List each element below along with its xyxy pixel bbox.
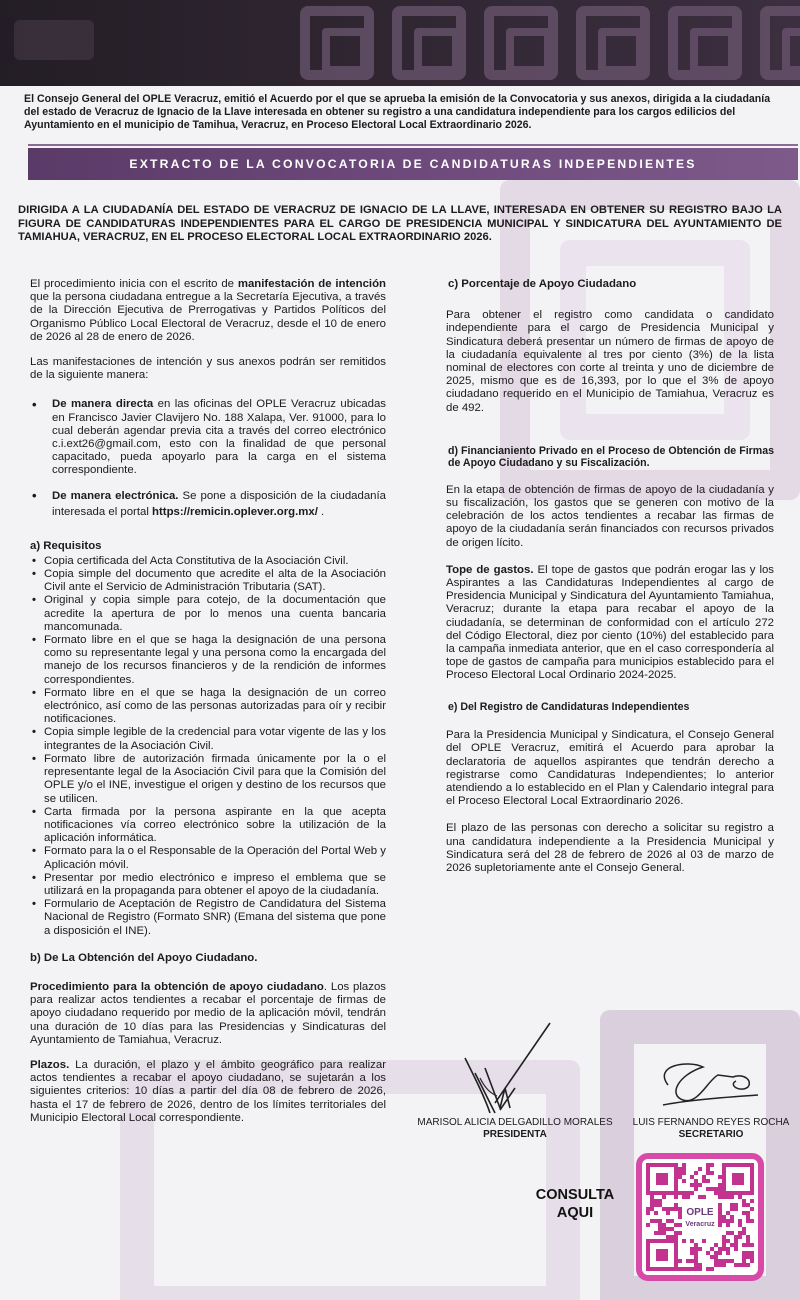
qr-module: [734, 1247, 738, 1251]
qr-module: [694, 1187, 698, 1191]
signature-presidenta: [455, 1018, 565, 1118]
qr-module: [714, 1251, 718, 1255]
qr-module: [730, 1259, 734, 1263]
qr-module: [698, 1195, 702, 1199]
qr-module: [690, 1175, 694, 1179]
requisito-item: • Original y copia simple para cotejo, de la documentación que acredite la apertura de por lo menos una cuenta bancaria mancomunada.: [30, 594, 386, 634]
qr-module: [718, 1187, 722, 1191]
qr-module: [722, 1235, 726, 1239]
qr-module: [662, 1231, 666, 1235]
qr-module: [674, 1195, 678, 1199]
qr-module: [746, 1219, 750, 1223]
qr-module: [686, 1195, 690, 1199]
requisito-item: • Formato para la o el Responsable de la Operación del Portal Web y Aplicación móvil.: [30, 845, 386, 871]
plazo-registro-text: El plazo de las personas con derecho a solicitar su registro a una candidatura independiente a la Presidencia Municipal y Sindicatura será del 28 de febrero de 2026 al 03 de marzo de 2026 supletoriamente ante el Consejo General.: [446, 822, 774, 874]
qr-module: [730, 1207, 734, 1211]
secretario-name: LUIS FERNANDO REYES ROCHA: [632, 1117, 790, 1128]
qr-module: [746, 1211, 750, 1215]
qr-module: [666, 1227, 670, 1231]
remit-paragraph: Las manifestaciones de intención y sus anexos podrán ser remitidos de la siguiente manera:: [30, 356, 386, 382]
qr-module: [718, 1251, 722, 1255]
qr-module: [690, 1251, 694, 1255]
qr-module: [654, 1211, 658, 1215]
qr-module: [690, 1239, 694, 1243]
qr-module: [666, 1207, 670, 1211]
qr-module: [694, 1179, 698, 1183]
qr-module: [646, 1211, 650, 1215]
qr-module: [698, 1247, 702, 1251]
qr-module: [654, 1199, 658, 1203]
qr-logo-text: OPLE: [686, 1207, 714, 1218]
qr-module: [726, 1231, 730, 1235]
document-subtitle: DIRIGIDA A LA CIUDADANÍA DEL ESTADO DE VERACRUZ DE IGNACIO DE LA LLAVE, INTERESADA EN OBTENER SU REGISTRO BAJO LA FIGURA DE CANDIDATURAS INDEPENDIENTES PARA EL CARGO DE PRESIDENCIA MUNICIPAL Y SINDICATURA DEL AYUNTAMIENTO DE TAMIAHUA, VERACRUZ, EN EL PROCESO ELECTORAL LOCAL EXTRAORDINARIO 2026.: [18, 204, 782, 243]
qr-module: [670, 1235, 674, 1239]
method-electronic: [30, 488, 386, 520]
portal-link[interactable]: https://remicin.oplever.org.mx/: [152, 505, 318, 518]
qr-module: [742, 1259, 746, 1263]
right-column: [446, 278, 774, 887]
consulta-line-2: AQUI: [556, 1205, 594, 1221]
qr-module: [750, 1219, 754, 1223]
qr-module: [718, 1247, 722, 1251]
qr-module: [730, 1195, 734, 1199]
qr-module: [746, 1235, 750, 1239]
tope-title: Tope de gastos.: [446, 563, 534, 576]
qr-module: [738, 1263, 742, 1267]
pattern-glyph: [484, 6, 558, 80]
qr-module: [690, 1259, 694, 1263]
qr-module: [674, 1207, 678, 1211]
qr-module: [662, 1195, 666, 1199]
requisitos-list: [30, 555, 386, 938]
secretario-role: SECRETARIO: [678, 1129, 744, 1140]
qr-module: [734, 1235, 738, 1239]
qr-module: [718, 1211, 722, 1215]
top-brush-decoration: [14, 20, 94, 60]
qr-module: [734, 1263, 738, 1267]
qr-module: [694, 1251, 698, 1255]
qr-module: [658, 1219, 662, 1223]
presidenta-name: MARISOL ALICIA DELGADILLO MORALES: [417, 1117, 613, 1128]
qr-module: [746, 1203, 750, 1207]
qr-module: [742, 1199, 746, 1203]
qr-module: [698, 1263, 702, 1267]
qr-module: [718, 1203, 722, 1207]
qr-module: [734, 1243, 738, 1247]
qr-module: [646, 1223, 650, 1227]
qr-module: [722, 1195, 726, 1199]
apoyo-procedure-text: . Los plazos para realizar actos tendientes a recabar el porcentaje de firmas de apoyo ciudadano requerido por medio de la aplicación móvil, tendrán una duración de 10 días para las Presidencias y Sindicaturas del Ayuntamiento de Tamiahua, Veracruz.: [30, 980, 386, 1046]
qr-module: [678, 1175, 682, 1179]
qr-module: [742, 1203, 746, 1207]
plazos-text: La duración, el plazo y el ámbito geográfico para realizar actos tendientes a recabar el apoyo ciudadano, se sujetarán a los siguientes criterios: 10 días a partir del día 08 de febrero de 2026, hasta el 17 de febrero de 2026, dentro de los límites territoriales del Municipio Electoral Local correspondiente.: [30, 1058, 386, 1124]
qr-module: [658, 1203, 662, 1207]
signature-secretario-block: [622, 1117, 800, 1141]
pattern-glyph: [392, 6, 466, 80]
requisito-item: • Formato libre de autorización firmada únicamente por la o el representante legal de la Asociación Civil para que la Comisión del OPLE y/o el INE, investigue el origen y destino de los recursos que se utilicen.: [30, 753, 386, 806]
qr-module: [746, 1239, 750, 1243]
qr-module: [750, 1251, 754, 1255]
qr-module: [662, 1223, 666, 1227]
qr-module: [670, 1227, 674, 1231]
method-direct: [30, 398, 386, 477]
qr-module: [734, 1207, 738, 1211]
qr-module: [730, 1219, 734, 1223]
method-electronic-title: De manera electrónica.: [52, 489, 179, 502]
method-electronic-text: Se pone a disposición de la ciudadanía interesada el portal: [52, 489, 386, 518]
qr-module: [742, 1251, 746, 1255]
qr-module: [722, 1219, 726, 1223]
qr-module: [742, 1231, 746, 1235]
signature-secretario: [648, 1055, 768, 1115]
qr-module: [738, 1231, 742, 1235]
qr-module: [678, 1259, 682, 1263]
qr-module: [738, 1195, 742, 1199]
financiamiento-text: En la etapa de obtención de firmas de apoyo de la ciudadanía y su fiscalización, los gastos que se generen con motivo de la celebración de los actos tendientes a recabar las firmas de apoyo de la ciudadanía serán financiados con recursos privados de origen lícito.: [446, 483, 774, 549]
qr-module: [718, 1215, 722, 1219]
qr-module: [650, 1219, 654, 1223]
qr-module: [678, 1211, 682, 1215]
qr-module: [718, 1207, 722, 1211]
qr-module: [658, 1231, 662, 1235]
qr-module: [650, 1195, 654, 1199]
requisito-item: • Copia certificada del Acta Constitutiva de la Asociación Civil.: [30, 555, 386, 568]
method-direct-title: De manera directa: [52, 398, 154, 411]
qr-module: [722, 1259, 726, 1263]
qr-module: [726, 1211, 730, 1215]
qr-module: [750, 1243, 754, 1247]
qr-module: [722, 1247, 726, 1251]
qr-module: [726, 1259, 730, 1263]
qr-module: [650, 1207, 654, 1211]
left-column: [30, 278, 386, 1137]
qr-module: [738, 1223, 742, 1227]
qr-module: [698, 1167, 702, 1171]
section-banner: [28, 148, 798, 180]
qr-module: [674, 1231, 678, 1235]
financiamiento-heading: d) Financianiento Privado en el Proceso de Obtención de Firmas de Apoyo Ciudadano y su Fiscalización.: [448, 444, 774, 470]
qr-module: [654, 1203, 658, 1207]
qr-module: [730, 1231, 734, 1235]
intro-procedure: [30, 278, 386, 344]
qr-module: [674, 1203, 678, 1207]
qr-module: [746, 1251, 750, 1255]
qr-module: [722, 1243, 726, 1247]
qr-module: [746, 1215, 750, 1219]
qr-module: [714, 1263, 718, 1267]
qr-module: [690, 1247, 694, 1251]
qr-module: [706, 1171, 710, 1175]
qr-module: [690, 1267, 694, 1271]
qr-module: [658, 1223, 662, 1227]
qr-module: [746, 1243, 750, 1247]
qr-module: [702, 1179, 706, 1183]
signature-presidenta-block: [410, 1117, 620, 1141]
qr-module: [678, 1167, 682, 1171]
qr-module: [722, 1215, 726, 1219]
qr-module: [686, 1259, 690, 1263]
qr-module: [658, 1227, 662, 1231]
qr-module: [714, 1187, 718, 1191]
requisito-item: • Formato libre en el que se haga la designación de un correo electrónico, así como de las personas autorizadas para oír y recibir notificaciones.: [30, 687, 386, 727]
qr-module: [674, 1235, 678, 1239]
apoyo-heading: b) De La Obtención del Apoyo Ciudadano.: [30, 951, 258, 964]
qr-module: [746, 1263, 750, 1267]
consulta-label: [520, 1186, 630, 1222]
qr-module: [730, 1243, 734, 1247]
qr-module: [682, 1163, 686, 1167]
qr-logo-subtext: Veracruz: [685, 1221, 715, 1228]
banner-title: EXTRACTO DE LA CONVOCATORIA DE CANDIDATURAS INDEPENDIENTES: [129, 157, 697, 171]
porcentaje-text: Para obtener el registro como candidata o candidato independiente para el cargo de Presidencia Municipal y Sindicatura deberá presentar un número de firmas de apoyo de la ciudadanía equivalente al tres por ciento (3%) de la lista nominal de electores con corte al treinta y uno de diciembre de 2025, mismo que es de 16,393, por lo que el 3% de apoyo ciudadano requerido en el Municipio de Tamiahua, Veracruz es de 492.: [446, 309, 774, 414]
qr-module: [682, 1171, 686, 1175]
procedure-text-end: que la persona ciudadana entregue a la Secretaría Ejecutiva, a través de la Dirección Ejecutiva de Prerrogativas y Partidos Políticos del Organismo Público Local Electoral de Veracruz, desde el 10 de enero de 2026 al 28 de enero de 2026.: [30, 291, 386, 343]
qr-module: [738, 1235, 742, 1239]
qr-module: [666, 1235, 670, 1239]
consulta-line-1: CONSULTA: [535, 1187, 615, 1203]
qr-module: [698, 1267, 702, 1271]
qr-module: [658, 1199, 662, 1203]
qr-module: [702, 1195, 706, 1199]
qr-module: [714, 1243, 718, 1247]
porcentaje-heading: c) Porcentaje de Apoyo Ciudadano: [448, 278, 637, 290]
qr-module: [694, 1243, 698, 1247]
qr-module: [662, 1227, 666, 1231]
qr-module: [678, 1215, 682, 1219]
qr-module: [678, 1223, 682, 1227]
qr-module: [710, 1163, 714, 1167]
qr-module: [682, 1195, 686, 1199]
qr-module: [706, 1267, 710, 1271]
plazos-paragraph: [30, 1059, 386, 1125]
qr-module: [690, 1183, 694, 1187]
qr-module: [742, 1243, 746, 1247]
qr-module: [722, 1239, 726, 1243]
qr-module: [714, 1255, 718, 1259]
qr-module: [710, 1267, 714, 1271]
qr-module: [718, 1219, 722, 1223]
qr-module: [678, 1231, 682, 1235]
presidenta-role: PRESIDENTA: [483, 1129, 547, 1140]
qr-module: [698, 1183, 702, 1187]
qr-module: [694, 1247, 698, 1251]
procedure-text: El procedimiento inicia con el escrito de: [30, 278, 238, 290]
qr-module: [742, 1255, 746, 1259]
qr-module: [706, 1251, 710, 1255]
procedure-bold: manifestación de intención: [237, 278, 386, 290]
qr-module: [682, 1267, 686, 1271]
qr-code-graphic: [646, 1163, 754, 1271]
plazos-title: Plazos.: [30, 1058, 70, 1071]
banner-rule: [28, 144, 798, 146]
qr-module: [730, 1203, 734, 1207]
qr-module: [650, 1203, 654, 1207]
qr-module: [694, 1259, 698, 1263]
qr-module: [678, 1191, 682, 1195]
method-electronic-end: .: [317, 505, 325, 518]
requisito-item: • Copia simple del documento que acredite el alta de la Asociación Civil ante el Servicio de Administración Tributaria (SAT).: [30, 568, 386, 594]
qr-module: [742, 1227, 746, 1231]
registro-text: Para la Presidencia Municipal y Sindicatura, el Consejo General del OPLE Veracruz, emitirá el Acuerdo para aprobar la declaratoria de aquellos aspirantes que tendrán derecho a registrarse como Candidaturas Independientes; lo anterior atendiendo a lo establecido en el Plan y Calendario integral para el Proceso Electoral Local Extraordinario 2026.: [446, 729, 774, 808]
qr-finder-center: [732, 1173, 744, 1185]
requisito-item: • Formato libre en el que se haga la designación de una persona como su representante legal y una persona como la encargada del manejo de los recursos financieros y de la rendición de informes correspondientes.: [30, 634, 386, 687]
qr-module: [690, 1191, 694, 1195]
tope-text: El tope de gastos que podrán erogar las y los Aspirantes a las Candidaturas Independientes al cargo de Presidencia Municipal y Sindicatura del Ayuntamiento Tamiahua, Veracruz; durante la etapa para recabar el apoyo de la ciudadanía, se determinan de conformidad con el artículo 272 del Código Electoral, diez por ciento (10%) del establecido para la campaña inmediata anterior, que en el caso correspondería al tope de gastos de campaña para municipios establecido para el Proceso Electoral Local Ordinario 2024-2025.: [446, 563, 775, 682]
qr-module: [710, 1255, 714, 1259]
method-direct-text: en las oficinas del OPLE Veracruz ubicadas en Francisco Javier Clavijero No. 188 Xalapa, Ver. 91000, para lo cual deberán agendar previa cita a través del correo electrónico c.i.ext26@gmail.com, esto con la finalidad de que personal capacitado, pueda apoyarlo para la carga en el sistema correspondiente.: [52, 398, 386, 477]
qr-module: [706, 1163, 710, 1167]
qr-module: [730, 1215, 734, 1219]
requisito-item: • Carta firmada por la persona aspirante en la que acepta notificaciones vía correo electrónico sobre la utilización de la aplicación informática.: [30, 806, 386, 846]
qr-module: [726, 1251, 730, 1255]
qr-finder-center: [656, 1173, 668, 1185]
pattern-glyph: [300, 6, 374, 80]
requisito-item: • Copia simple legible de la credencial para votar vigente de las y los integrantes de la Asociación Civil.: [30, 726, 386, 752]
qr-module: [738, 1219, 742, 1223]
qr-module: [674, 1223, 678, 1227]
qr-module: [710, 1171, 714, 1175]
qr-module: [726, 1239, 730, 1243]
qr-module: [726, 1219, 730, 1223]
qr-module: [714, 1259, 718, 1263]
requisito-item: • Presentar por medio electrónico e impreso el emblema que se utilizará en la propaganda para obtener el apoyo de la ciudadanía.: [30, 872, 386, 898]
pattern-glyph: [576, 6, 650, 80]
qr-module: [718, 1175, 722, 1179]
qr-module: [682, 1239, 686, 1243]
qr-module: [718, 1191, 722, 1195]
qr-module: [734, 1239, 738, 1243]
qr-module: [686, 1191, 690, 1195]
requisitos-heading: a) Requisitos: [30, 539, 102, 552]
qr-module: [706, 1167, 710, 1171]
qr-module: [718, 1223, 722, 1227]
qr-module: [746, 1255, 750, 1259]
qr-module: [750, 1259, 754, 1263]
qr-module: [686, 1267, 690, 1271]
qr-module: [702, 1239, 706, 1243]
qr-module: [694, 1263, 698, 1267]
qr-module: [650, 1199, 654, 1203]
qr-module: [718, 1183, 722, 1187]
qr-module: [718, 1259, 722, 1263]
qr-module: [750, 1199, 754, 1203]
qr-module: [682, 1191, 686, 1195]
qr-module: [706, 1187, 710, 1191]
qr-module: [694, 1267, 698, 1271]
qr-module: [654, 1231, 658, 1235]
registro-heading: e) Del Registro de Candidaturas Independientes: [448, 700, 690, 713]
tope-paragraph: [446, 564, 774, 683]
qr-finder-center: [656, 1249, 668, 1261]
qr-module: [682, 1179, 686, 1183]
apoyo-procedure-title: Procedimiento para la obtención de apoyo ciudadano: [30, 980, 324, 993]
qr-module: [750, 1207, 754, 1211]
qr-module: [742, 1211, 746, 1215]
qr-module: [726, 1247, 730, 1251]
qr-module: [654, 1219, 658, 1223]
qr-module: [710, 1247, 714, 1251]
qr-module: [734, 1203, 738, 1207]
qr-module: [722, 1263, 726, 1267]
qr-module: [714, 1191, 718, 1195]
top-decorative-band: [0, 0, 800, 86]
qr-module: [666, 1211, 670, 1215]
qr-module: [726, 1195, 730, 1199]
qr-module: [750, 1255, 754, 1259]
qr-module: [646, 1207, 650, 1211]
requisito-item: • Formulario de Aceptación de Registro de Candidatura del Sistema Nacional de Registro (Formato SNR) (Emana del sistema que pone a disposición el INE).: [30, 898, 386, 938]
intro-paragraph: El Consejo General del OPLE Veracruz, emitió el Acuerdo por el que se aprueba la emisión de la Convocatoria y sus anexos, dirigida a la ciudadanía del estado de Veracruz de Ignacio de la Llave interesada en obtener su registro a una candidatura independiente para los cargos edilicios del Ayuntamiento en el municipio de Tamihua, Veracruz, en Proceso Electoral Local Extraordinario 2026.: [24, 93, 771, 131]
qr-module: [710, 1187, 714, 1191]
qr-module: [678, 1207, 682, 1211]
qr-code[interactable]: [636, 1153, 764, 1281]
qr-module: [718, 1195, 722, 1199]
qr-module: [678, 1267, 682, 1271]
qr-module: [670, 1219, 674, 1223]
pattern-glyph: [668, 6, 742, 80]
qr-module: [694, 1255, 698, 1259]
qr-module: [718, 1263, 722, 1267]
qr-module: [726, 1223, 730, 1227]
qr-module: [694, 1171, 698, 1175]
qr-module: [694, 1183, 698, 1187]
qr-module: [670, 1207, 674, 1211]
qr-module: [666, 1219, 670, 1223]
apoyo-procedure: [30, 981, 386, 1047]
qr-module: [702, 1175, 706, 1179]
qr-module: [682, 1167, 686, 1171]
pattern-glyph: [760, 6, 800, 80]
qr-module: [662, 1207, 666, 1211]
qr-module: [706, 1179, 710, 1183]
qr-module: [742, 1263, 746, 1267]
qr-module: [678, 1171, 682, 1175]
